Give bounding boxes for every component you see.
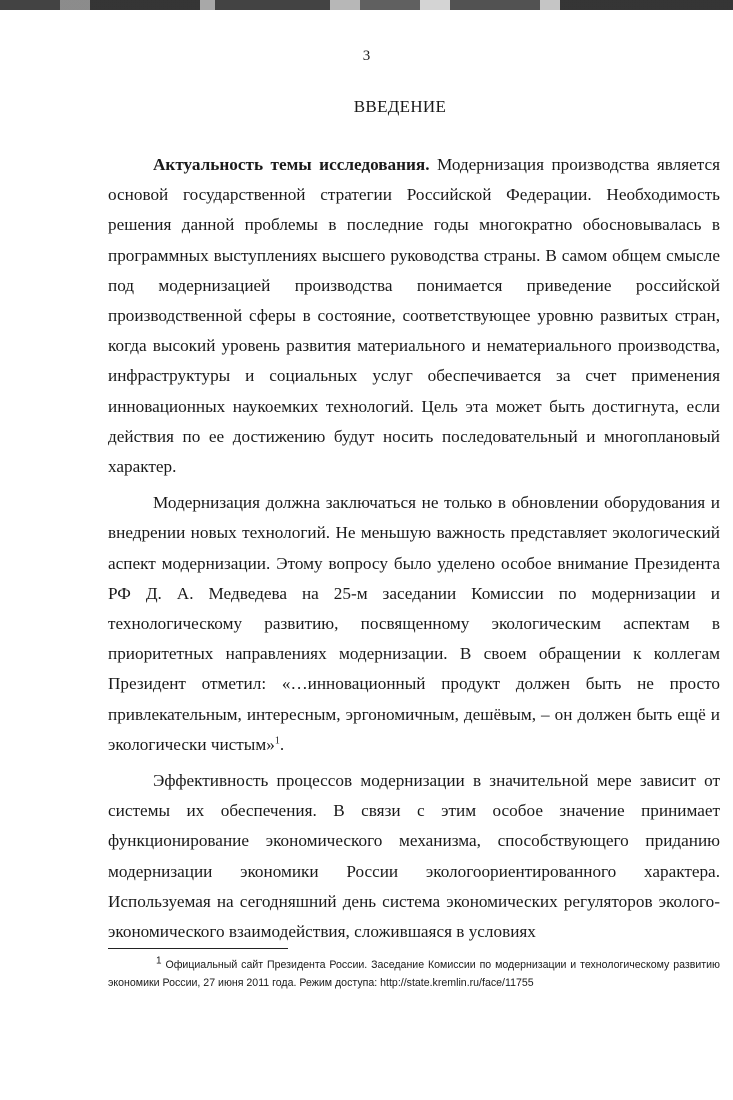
paragraph-efficiency [108,766,720,947]
footnote-divider [108,948,288,949]
footnote-reference[interactable]: 1 [274,735,280,747]
paragraph-relevance [108,150,720,482]
paragraph-text: Эффективность процессов модернизации в значительной мере зависит от системы их обеспечения. В связи с этим особое значение принимает функционирование экономического механизма, способствующего приданию модернизации экономики России экологоориентированного характера. Используемая на сегодняшний день система экономических регуляторов эколого-экономического взаимодействия, сложившаяся в условиях [108,771,720,942]
footnote-text: Официальный сайт Президента России. Заседание Комиссии по модернизации и технологическому развитию экономики России, 27 июня 2011 года. Режим доступа: http://state.kremlin.ru/face/11755 [108,959,720,989]
paragraph-end-punctuation: . [279,734,285,754]
footnote [108,956,720,992]
paragraph-text: Модернизация производства является основой государственной стратегии Российской Федерации. Необходимость решения данной проблемы в последние годы многократно обосновывалась в программных выступлениях высшего руководства страны. В самом общем смысле под модернизацией производства понимается приведение российской производственной сферы в состояние, соответствующее уровню развитых стран, когда высокий уровень развития материального и нематериального производства, инфраструктуры и социальных услуг обеспечивается за счет применения инновационных наукоемких технологий. Цель эта может быть достигнута, если действия по ее достижению будут носить последовательный и многоплановый характер. [108,155,720,477]
paragraph-lead-heading: Актуальность темы исследования. [153,155,430,174]
page-number: 3 [362,48,371,64]
scan-artifact-top-edge [0,0,733,10]
page-title: ВВЕДЕНИЕ [353,97,447,116]
paragraph-ecology [108,488,720,760]
footnote-mark: 1 [156,955,162,967]
document-body [108,150,720,947]
paragraph-text: Модернизация должна заключаться не только в обновлении оборудования и внедрении новых технологий. Не меньшую важность представляет экологический аспект модернизации. Этому вопросу было уделено особое внимание Президента РФ Д. А. Медведева на 25-м заседании Комиссии по модернизации и технологическому развитию, посвященному экологическим аспектам в приоритетных направлениях модернизации. В своем обращении к коллегам Президент отметил: «…инновационный продукт должен быть не просто привлекательным, интересным, эргономичным, дешёвым, – он должен быть ещё и экологически чистым» [108,493,720,754]
